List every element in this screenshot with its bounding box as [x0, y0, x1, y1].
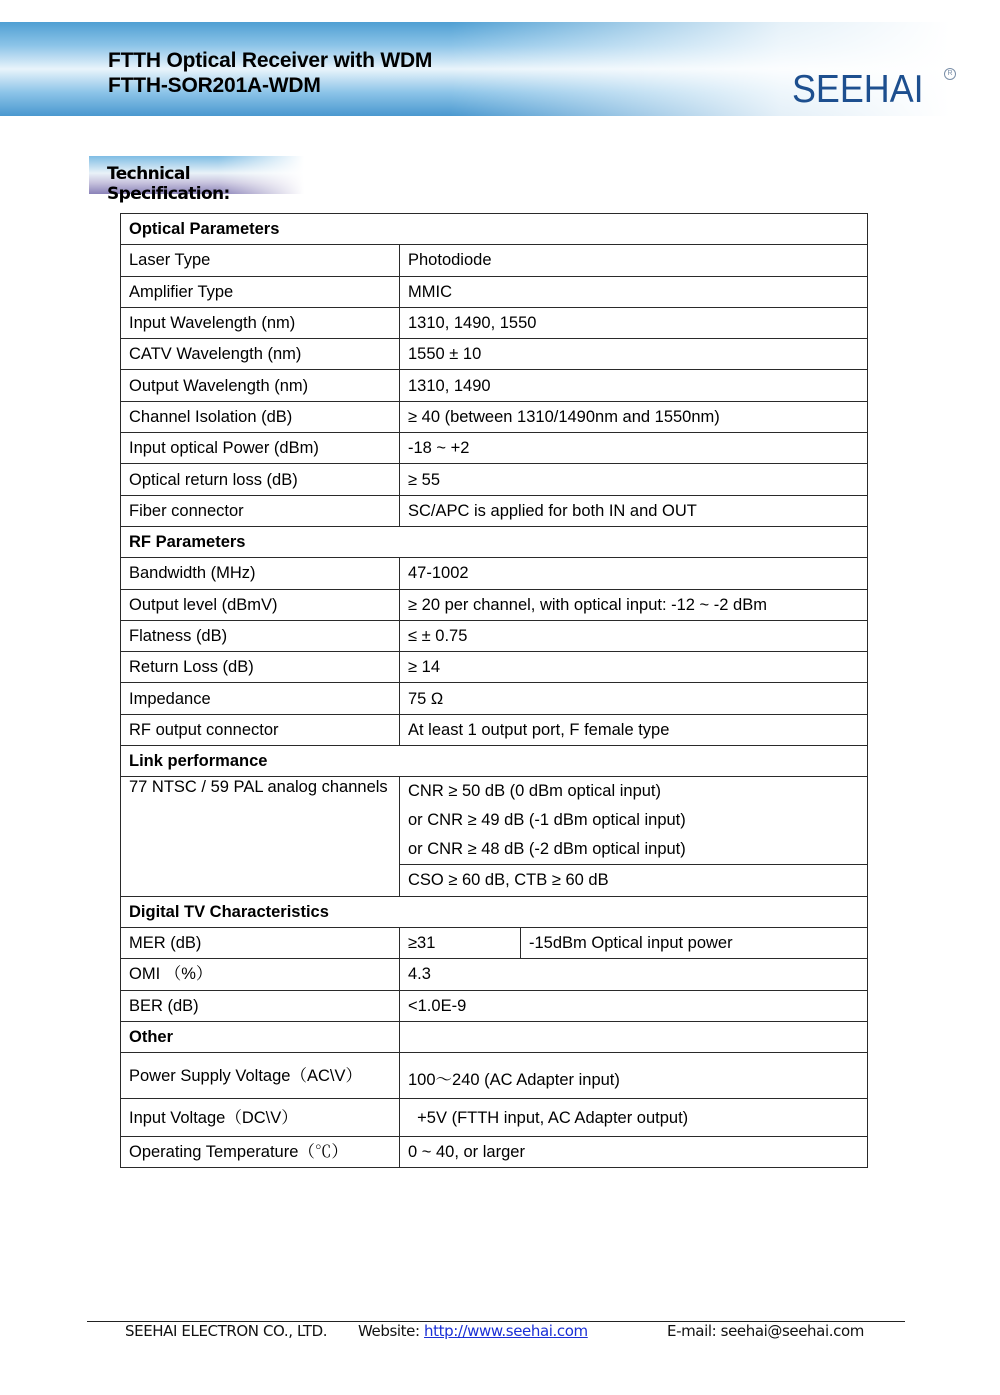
spec-value: ≤ ± 0.75 [400, 620, 868, 651]
spec-label: MER (dB) [121, 927, 400, 958]
table-row [121, 370, 868, 401]
table-row [121, 339, 868, 370]
spec-label: Power Supply Voltage（AC\V） [121, 1053, 400, 1099]
table-row [121, 777, 868, 865]
spec-condition: -15dBm Optical input power [521, 927, 868, 958]
table-row [121, 1099, 868, 1137]
spec-value: 100～240 (AC Adapter input) [400, 1053, 868, 1099]
spec-value: +5V (FTTH input, AC Adapter output) [400, 1099, 868, 1137]
spec-value: 1310, 1490, 1550 [400, 307, 868, 338]
spec-value: 1310, 1490 [400, 370, 868, 401]
group-row [121, 526, 868, 557]
spec-label: Input optical Power (dBm) [121, 433, 400, 464]
spec-label: Channel Isolation (dB) [121, 401, 400, 432]
spec-value: At least 1 output port, F female type [400, 714, 868, 745]
cnr-line: or CNR ≥ 49 dB (-1 dBm optical input) [408, 811, 686, 830]
table-row [121, 1053, 868, 1099]
table-row [121, 990, 868, 1021]
cnr-line: CNR ≥ 50 dB (0 dBm optical input) [408, 782, 661, 801]
spec-value: SC/APC is applied for both IN and OUT [400, 495, 868, 526]
spec-label: Return Loss (dB) [121, 652, 400, 683]
footer-email: E-mail: seehai@seehai.com [667, 1322, 864, 1340]
table-row [121, 558, 868, 589]
spec-label: Bandwidth (MHz) [121, 558, 400, 589]
footer-website [358, 1322, 588, 1340]
title-line-1: FTTH Optical Receiver with WDM [108, 49, 433, 72]
spec-value: <1.0E-9 [400, 990, 868, 1021]
table-row [121, 652, 868, 683]
group-row [121, 214, 868, 245]
section-heading [89, 156, 304, 204]
table-row [121, 620, 868, 651]
group-row [121, 896, 868, 927]
table-row [121, 245, 868, 276]
spec-value: 4.3 [400, 959, 868, 990]
spec-label: Input Voltage（DC\V） [121, 1099, 400, 1137]
table-row [121, 307, 868, 338]
group-digital: Digital TV Characteristics [121, 896, 868, 927]
table-row [121, 401, 868, 432]
table-row [121, 276, 868, 307]
table-row [121, 464, 868, 495]
spec-label: CATV Wavelength (nm) [121, 339, 400, 370]
spec-label: Flatness (dB) [121, 620, 400, 651]
seehai-logo: SEEHAI [792, 68, 924, 111]
spec-value: 47-1002 [400, 558, 868, 589]
spec-label: Output Wavelength (nm) [121, 370, 400, 401]
spec-label: Amplifier Type [121, 276, 400, 307]
spec-value: -18 ~ +2 [400, 433, 868, 464]
spec-value: ≥ 20 per channel, with optical input: -12 ~ -2 dBm [400, 589, 868, 620]
group-other: Other [121, 1021, 400, 1052]
empty-cell [400, 1021, 868, 1052]
spec-label: Operating Temperature（℃） [121, 1137, 400, 1168]
group-link: Link performance [121, 746, 868, 777]
spec-value: ≥ 40 (between 1310/1490nm and 1550nm) [400, 401, 868, 432]
spec-label: Impedance [121, 683, 400, 714]
table-row [121, 495, 868, 526]
table-row [121, 927, 868, 958]
spec-table [120, 213, 868, 1168]
table-row [121, 589, 868, 620]
cnr-line: or CNR ≥ 48 dB (-2 dBm optical input) [408, 840, 686, 859]
section-heading-text: Technical Specification: [107, 164, 230, 204]
table-row [121, 714, 868, 745]
group-row [121, 746, 868, 777]
spec-value: ≥ 14 [400, 652, 868, 683]
spec-label: Laser Type [121, 245, 400, 276]
table-row [121, 959, 868, 990]
spec-value: 75 Ω [400, 683, 868, 714]
website-label: Website: [358, 1322, 425, 1340]
spec-label: Output level (dBmV) [121, 589, 400, 620]
spec-label: OMI （%） [121, 959, 400, 990]
spec-value: MMIC [400, 276, 868, 307]
spec-label: Fiber connector [121, 495, 400, 526]
spec-label: RF output connector [121, 714, 400, 745]
spec-value: 0 ~ 40, or larger [400, 1137, 868, 1168]
table-row [121, 1137, 868, 1168]
spec-label: 77 NTSC / 59 PAL analog channels [121, 777, 400, 896]
spec-label: BER (dB) [121, 990, 400, 1021]
document-title [108, 48, 432, 98]
spec-label: Optical return loss (dB) [121, 464, 400, 495]
group-optical: Optical Parameters [121, 214, 868, 245]
spec-value: ≥ 55 [400, 464, 868, 495]
spec-value: Photodiode [400, 245, 868, 276]
spec-value: 1550 ± 10 [400, 339, 868, 370]
table-row [121, 683, 868, 714]
spec-label: Input Wavelength (nm) [121, 307, 400, 338]
group-row [121, 1021, 868, 1052]
spec-value: ≥31 [400, 927, 521, 958]
footer-company: SEEHAI ELECTRON CO., LTD. [125, 1322, 328, 1340]
website-link[interactable]: http://www.seehai.com [424, 1322, 588, 1340]
table-row [121, 433, 868, 464]
cnr-values [400, 777, 868, 865]
title-line-2: FTTH-SOR201A-WDM [108, 74, 321, 97]
group-rf: RF Parameters [121, 526, 868, 557]
registered-mark-icon: R [944, 68, 956, 80]
header-banner [0, 22, 1000, 116]
cso-ctb-value: CSO ≥ 60 dB, CTB ≥ 60 dB [400, 865, 868, 896]
